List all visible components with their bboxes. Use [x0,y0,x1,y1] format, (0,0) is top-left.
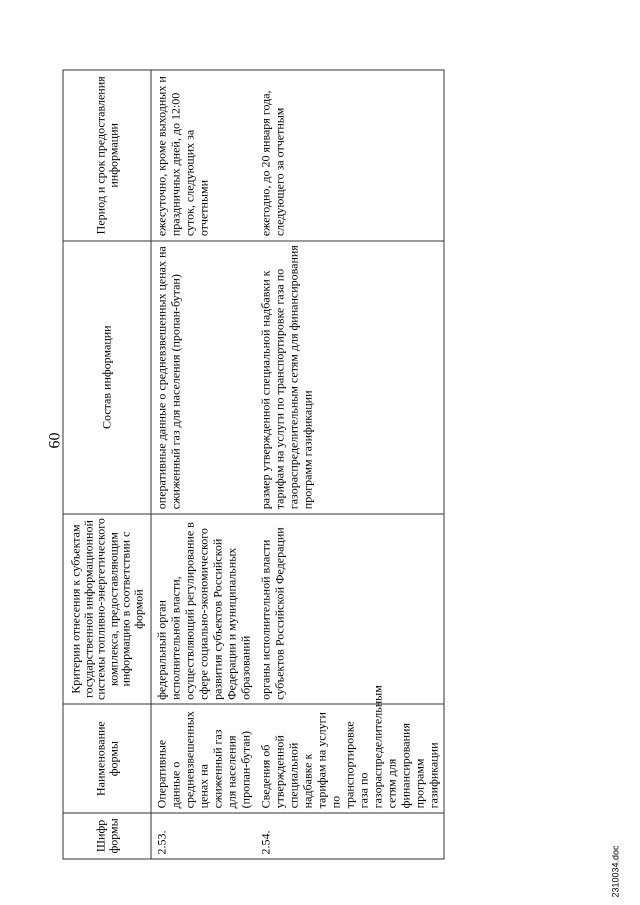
form-period: ежегодно, до 20 января года, следующего за отчетным [255,70,444,241]
form-period: ежесуточно, кроме выходных и праздничных дней, до 12:00 суток, следующих за отчетными [151,70,256,241]
table-row [255,70,444,859]
header-name: Наименование формы [63,704,151,812]
form-code: 2.54. [255,812,444,858]
footer-document-code: 2310034.doc [610,844,620,897]
header-code: Шифр формы [63,812,151,858]
header-period: Период и срок предоставления информации [63,70,151,241]
form-composition: размер утвержденной специальной надбавки к тарифам на услуги по транспортировке газа по газораспределительным сетям для финансирования программ газификации [255,240,444,513]
table-row [151,70,256,859]
form-name: Оперативные данные о средневзвешенных ценах на сжиженный газ для населения (пропан-бутан) [151,704,256,812]
table-header-row [63,70,151,859]
form-composition: оперативные данные о средневзвешенных ценах на сжиженный газ для населения (пропан-бутан) [151,240,256,513]
header-criteria: Критерии отнесения к субъектам государственной информационной системы топливно-энергетического комплекса, предоставляющим информацию в соответствии с формой [63,513,151,704]
form-criteria: органы исполнительной власти субъектов Российской Федерации [255,513,444,704]
form-criteria: федеральный орган исполнительной власти, осуществляющий регулирование в сфере социально-экономического развития субъектов Российской Федерации и муниципальных образований [151,513,256,704]
form-code: 2.53. [151,812,256,858]
form-name: Сведения об утвержденной специальной надбавке к тарифам на услуги по транспортировке газа по газораспределительным сетям для финансирования программ газификации [255,704,444,812]
header-composition: Состав информации [63,240,151,513]
page-number: 60 [46,432,63,448]
forms-table [62,69,444,859]
